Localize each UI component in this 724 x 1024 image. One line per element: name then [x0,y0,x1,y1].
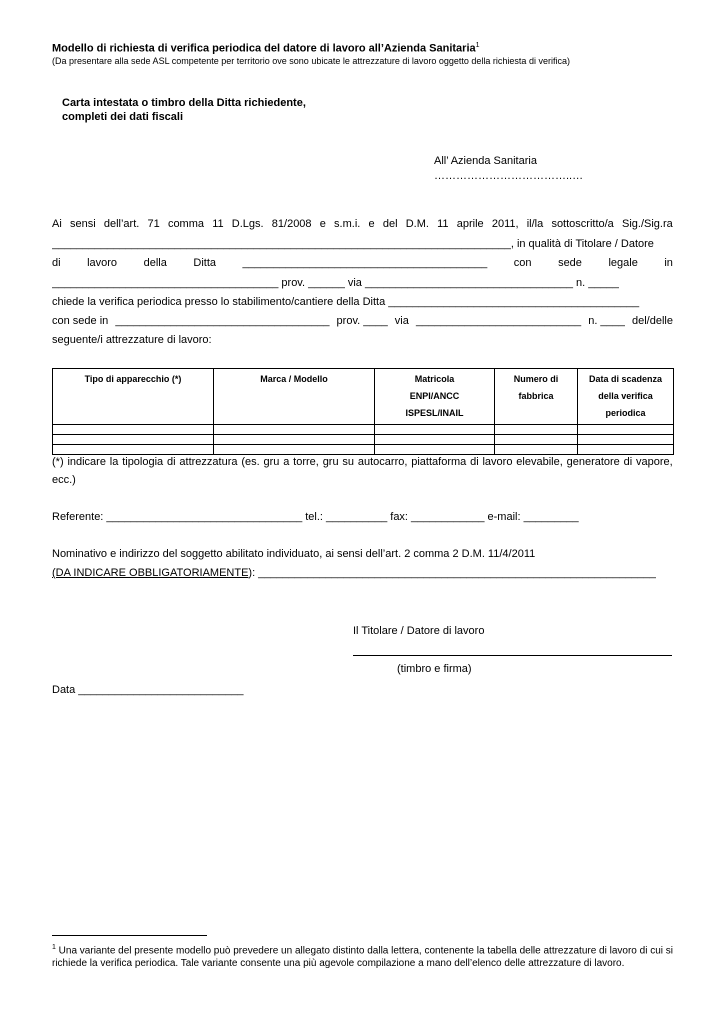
form-title: Modello di richiesta di verifica periodica del datore di lavoro all’Azienda Sanitaria$^1$ [52,42,480,55]
body-word: dell’art. [103,218,140,230]
footnote-separator [52,935,207,936]
table-header-cell [214,369,375,425]
body-word: D.M. [405,218,429,230]
mandatory-label: (DA INDICARE OBBLIGATORIAMENTE [52,567,249,579]
table-header-cell [495,369,578,425]
table-cell[interactable] [214,445,375,455]
table-header-text: Tipo di apparecchio (*) [84,374,182,384]
table-header-cell [375,369,495,425]
body-word: e [319,218,326,230]
body-line-3 [52,257,673,269]
footnote-ref: 1 [475,42,480,49]
body-word: sede [558,257,582,269]
table-header-text: Numero di [513,374,559,384]
body-word: della [143,257,167,269]
note-word: gru [322,456,339,468]
body-word: ________________________________________ [242,257,488,269]
table-cell[interactable] [578,425,674,435]
footnote [52,941,673,970]
table-cell[interactable] [375,425,495,435]
body-line-6 [52,315,673,327]
table-header-text: periodica [605,408,646,418]
equipment-table [52,368,674,455]
table-cell[interactable] [375,445,495,455]
table-cell[interactable] [214,425,375,435]
table-row [53,435,674,445]
body-line-5: chiede la verifica periodica presso lo stabilimento/cantiere della Ditta _________________________________________ [52,296,640,308]
body-word: 11 [212,218,224,230]
note-word: generatore [566,456,620,468]
body-word: ___________________________________ [115,315,330,327]
body-word: sottoscritto/a [551,218,614,230]
table-cell[interactable] [495,425,578,435]
note-word: elevabile, [516,456,563,468]
nominativo-line-2: (DA INDICARE OBBLIGATORIAMENTE): _________________________________________________________________ [52,567,656,579]
note-word: (*) [52,456,64,468]
body-word: Ditta [193,257,216,269]
body-word: in [664,257,673,269]
note-word: attrezzatura [179,456,238,468]
note-word: di [167,456,176,468]
body-line-7: seguente/i attrezzature di lavoro: [52,334,212,346]
body-word: con [513,257,532,269]
table-header-text: ENPI/ANCC [409,391,460,401]
recipient-line-1: All’ Azienda Sanitaria [434,155,537,167]
note-word: piattaforma [411,456,467,468]
note-word: indicare [67,456,106,468]
note-line-2: ecc.) [52,474,76,486]
table-cell[interactable] [214,435,375,445]
body-word: 11 [437,218,449,230]
table-header-text: ISPESL/INAIL [405,408,464,418]
body-word: e [368,218,375,230]
body-word: il/la [526,218,544,230]
table-header-text: Data di scadenza [588,374,663,384]
body-line-1 [52,218,673,230]
signature-caption: (timbro e firma) [397,663,472,675]
body-word: con sede in [52,315,109,327]
body-word: aprile [456,218,484,230]
note-word: su [342,456,355,468]
table-row [53,425,674,435]
nominativo-line-1: Nominativo e indirizzo del soggetto abilitato individuato, ai sensi dell’art. 2 comma 2 D.M. 11/4/2011 [52,548,536,560]
letterhead-line-1: Carta intestata o timbro della Ditta richiedente, [62,97,306,109]
note-word: la [109,456,119,468]
footnote-text: Una variante del presente modello può prevedere un allegato distinto dalla lettera, contenente la tabella delle attrezzature di lavoro di cui si richiede la verifica periodica. Tale variante consente una più agevole compilazione a mano dell’elenco delle attrezzature di lavoro. [52,945,673,970]
table-cell[interactable] [578,445,674,455]
body-word: ___________________________ [415,315,582,327]
body-word: di [52,257,61,269]
table-header-text: della verifica [598,391,653,401]
note-word: gru [263,456,280,468]
table-cell[interactable] [53,435,214,445]
letterhead-line-2: completi dei dati fiscali [62,111,184,123]
referente-line: Referente: ________________________________ tel.: __________ fax: ____________ e-mail: _________ [52,511,579,523]
body-word: D.Lgs. [231,218,264,230]
table-header-row [53,369,674,425]
table-row [53,445,674,455]
body-word: sensi [69,218,96,230]
note-word: a [283,456,290,468]
body-word: del [382,218,398,230]
note-word: di [623,456,633,468]
body-word: prov. ____ [336,315,388,327]
table-cell[interactable] [495,445,578,455]
body-line-2: ___________________________________________________________________________, in qualità di Titolare / Datore [52,238,654,250]
table-header-text: Marca / Modello [260,374,328,384]
note-word: vapore, [636,456,673,468]
body-word: Ai [52,218,62,230]
body-word: lavoro [87,257,118,269]
table-cell[interactable] [375,435,495,445]
recipient-line-2: ………………………………..… [434,170,584,182]
body-word: s.m.i. [334,218,361,230]
body-word: del/delle [631,315,673,327]
note-word: lavoro [482,456,513,468]
note-word: torre, [293,456,319,468]
body-word: legale [608,257,638,269]
signature-title: Il Titolare / Datore di lavoro [353,625,485,637]
body-word: comma [167,218,204,230]
table-header-text: fabbrica [518,391,554,401]
table-cell[interactable] [495,435,578,445]
note-word: tipologia [122,456,164,468]
date-line: Data ___________________________ [52,684,244,696]
body-word: Sig./Sig.ra [621,218,673,230]
table-header-cell [578,369,674,425]
table-header-cell [53,369,214,425]
form-subtitle: (Da presentare alla sede ASL competente per territorio ove sono ubicate le attrezzature di lavoro oggetto della richiesta di verifica) [52,56,570,66]
table-cell[interactable] [53,425,214,435]
table-cell[interactable] [53,445,214,455]
table-cell[interactable] [578,435,674,445]
note-word: di [470,456,479,468]
footnote-number: 1 [52,944,56,951]
table-header-text: Matricola [414,374,455,384]
body-word: 81/2008 [271,218,312,230]
body-word: via [394,315,409,327]
body-word: 2011, [491,218,519,230]
body-word: n. ____ [588,315,625,327]
note-word: autocarro, [357,456,408,468]
body-word: 71 [147,218,160,230]
note-line-1 [52,456,673,468]
body-line-4: _____________________________________ prov. ______ via __________________________________ n. _____ [52,277,619,289]
signature-line [353,655,672,656]
note-word: (es. [241,456,260,468]
